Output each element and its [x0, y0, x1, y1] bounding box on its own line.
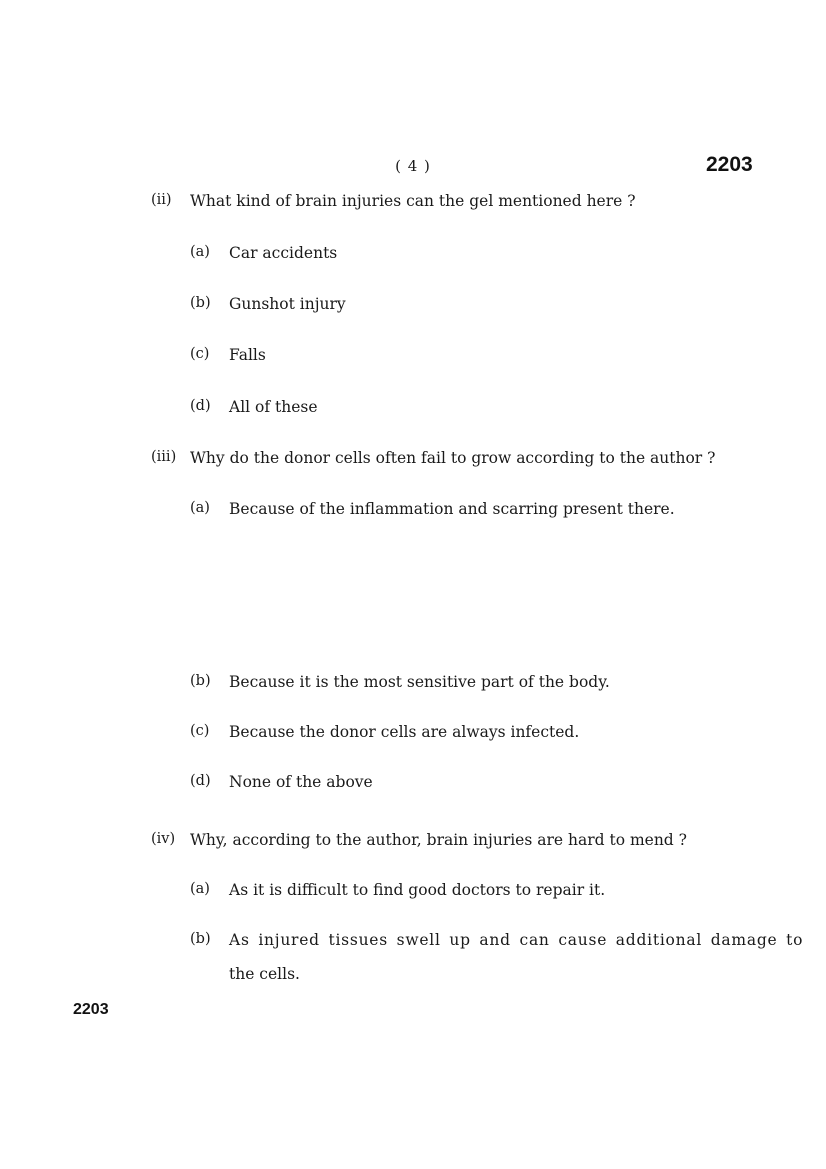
- option-text: Because of the inflammation and scarring present there.: [229, 500, 675, 518]
- option-text: Falls: [229, 346, 266, 364]
- paper-code-header: 2203: [706, 153, 753, 176]
- option-text: Gunshot injury: [229, 295, 346, 313]
- question-number: (iii): [151, 449, 177, 465]
- question-number: (ii): [151, 192, 172, 208]
- option-label: (b): [190, 673, 211, 689]
- option-text: As injured tissues swell up and can cause additional damage to: [229, 931, 804, 949]
- option-text: Because it is the most sensitive part of the body.: [229, 673, 610, 691]
- option-text: Car accidents: [229, 244, 338, 262]
- page-number: ( 4 ): [395, 157, 431, 175]
- option-label: (a): [190, 881, 210, 897]
- question-number: (iv): [151, 831, 176, 847]
- option-text: As it is difficult to find good doctors to repair it.: [229, 881, 606, 899]
- option-label: (d): [190, 773, 211, 789]
- option-label: (b): [190, 931, 211, 947]
- option-label: (a): [190, 500, 210, 516]
- option-text-continuation: the cells.: [229, 965, 300, 983]
- paper-code-footer: 2203: [73, 1001, 109, 1018]
- option-label: (d): [190, 398, 211, 414]
- question-text: What kind of brain injuries can the gel mentioned here ?: [190, 192, 636, 210]
- option-label: (b): [190, 295, 211, 311]
- option-label: (a): [190, 244, 210, 260]
- option-text: All of these: [229, 398, 318, 416]
- question-text: Why, according to the author, brain injuries are hard to mend ?: [190, 831, 687, 849]
- option-text: None of the above: [229, 773, 373, 791]
- option-label: (c): [190, 346, 210, 362]
- question-text: Why do the donor cells often fail to grow according to the author ?: [190, 449, 716, 467]
- option-label: (c): [190, 723, 210, 739]
- option-text: Because the donor cells are always infected.: [229, 723, 580, 741]
